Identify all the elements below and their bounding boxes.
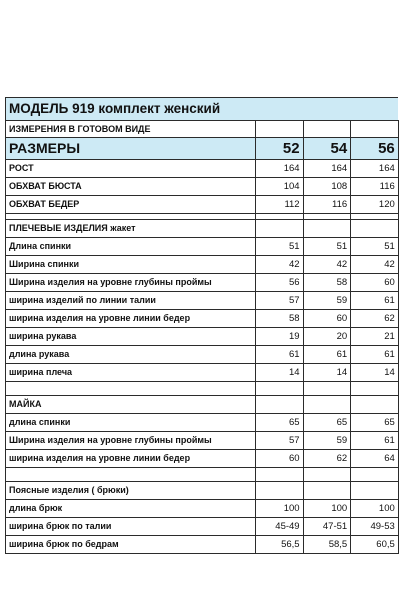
size-header: 52	[256, 138, 304, 160]
measurement-value: 64	[351, 450, 399, 468]
measurement-value: 56	[256, 274, 304, 292]
measurement-value: 61	[351, 432, 399, 450]
measurement-value: 112	[256, 196, 304, 214]
section-heading-jacket: ПЛЕЧЕВЫЕ ИЗДЕЛИЯ жакет	[6, 220, 256, 238]
measurement-value: 57	[256, 432, 304, 450]
measurement-value: 100	[256, 500, 304, 518]
model-title: МОДЕЛЬ 919 комплект женский	[6, 98, 256, 121]
measurement-label: Ширина спинки	[6, 256, 256, 274]
size-chart-table	[5, 97, 399, 554]
measurement-value: 100	[351, 500, 399, 518]
spacer-row	[6, 382, 399, 396]
measurement-value: 45-49	[256, 518, 304, 536]
measurement-sheet	[5, 97, 398, 554]
section-heading-pants: Поясные изделия ( брюки)	[6, 482, 256, 500]
measurement-row	[6, 196, 399, 214]
measurement-label: ширина изделий по линии талии	[6, 292, 256, 310]
measurement-value: 116	[351, 178, 399, 196]
measurement-row	[6, 414, 399, 432]
measurement-label: ОБХВАТ БЮСТА	[6, 178, 256, 196]
measurement-value: 164	[351, 160, 399, 178]
measurement-value: 14	[303, 364, 351, 382]
measurement-value: 51	[351, 238, 399, 256]
measurement-row	[6, 160, 399, 178]
measurement-value: 65	[303, 414, 351, 432]
measurement-row	[6, 450, 399, 468]
measurement-value: 60,5	[351, 536, 399, 554]
measurement-value: 164	[303, 160, 351, 178]
measurement-label: ОБХВАТ БЕДЕР	[6, 196, 256, 214]
measurements-subtitle: ИЗМЕРЕНИЯ В ГОТОВОМ ВИДЕ	[6, 121, 256, 138]
measurement-value: 100	[303, 500, 351, 518]
measurement-value: 61	[351, 346, 399, 364]
measurement-label: Ширина изделия на уровне глубины проймы	[6, 274, 256, 292]
measurement-label: длина спинки	[6, 414, 256, 432]
measurement-value: 120	[351, 196, 399, 214]
subtitle-row	[6, 121, 399, 138]
measurement-row	[6, 310, 399, 328]
sizes-row	[6, 138, 399, 160]
measurement-row	[6, 274, 399, 292]
section-heading-row	[6, 220, 399, 238]
measurement-value: 21	[351, 328, 399, 346]
measurement-row	[6, 364, 399, 382]
measurement-value: 49-53	[351, 518, 399, 536]
measurement-row	[6, 238, 399, 256]
measurement-label: ширина изделия на уровне линии бедер	[6, 450, 256, 468]
measurement-value: 20	[303, 328, 351, 346]
measurement-value: 104	[256, 178, 304, 196]
size-header: 56	[351, 138, 399, 160]
measurement-row	[6, 292, 399, 310]
measurement-value: 60	[303, 310, 351, 328]
measurement-value: 59	[303, 432, 351, 450]
measurement-value: 51	[303, 238, 351, 256]
measurement-value: 59	[303, 292, 351, 310]
measurement-label: ширина изделия на уровне линии бедер	[6, 310, 256, 328]
measurement-value: 42	[256, 256, 304, 274]
measurement-value: 61	[351, 292, 399, 310]
size-header: 54	[303, 138, 351, 160]
measurement-value: 60	[351, 274, 399, 292]
measurement-label: ширина рукава	[6, 328, 256, 346]
measurement-value: 14	[256, 364, 304, 382]
measurement-value: 62	[303, 450, 351, 468]
measurement-value: 47-51	[303, 518, 351, 536]
measurement-row	[6, 328, 399, 346]
measurement-value: 19	[256, 328, 304, 346]
measurement-value: 58	[256, 310, 304, 328]
measurement-row	[6, 536, 399, 554]
measurement-value: 61	[303, 346, 351, 364]
measurement-value: 56,5	[256, 536, 304, 554]
section-heading-row	[6, 396, 399, 414]
measurement-row	[6, 178, 399, 196]
measurement-value: 164	[256, 160, 304, 178]
measurement-label: ширина брюк по талии	[6, 518, 256, 536]
measurement-row	[6, 518, 399, 536]
measurement-value: 116	[303, 196, 351, 214]
measurement-value: 65	[256, 414, 304, 432]
measurement-row	[6, 432, 399, 450]
measurement-value: 42	[351, 256, 399, 274]
sizes-label: РАЗМЕРЫ	[6, 138, 256, 160]
spacer-row	[6, 468, 399, 482]
measurement-label: РОСТ	[6, 160, 256, 178]
section-heading-top: МАЙКА	[6, 396, 256, 414]
measurement-row	[6, 346, 399, 364]
measurement-row	[6, 256, 399, 274]
measurement-value: 58,5	[303, 536, 351, 554]
title-row	[6, 98, 399, 121]
measurement-value: 51	[256, 238, 304, 256]
measurement-value: 57	[256, 292, 304, 310]
measurement-label: Длина спинки	[6, 238, 256, 256]
measurement-label: Ширина изделия на уровне глубины проймы	[6, 432, 256, 450]
measurement-label: ширина плеча	[6, 364, 256, 382]
measurement-value: 62	[351, 310, 399, 328]
measurement-value: 14	[351, 364, 399, 382]
measurement-value: 65	[351, 414, 399, 432]
measurement-value: 58	[303, 274, 351, 292]
measurement-value: 108	[303, 178, 351, 196]
measurement-label: длина брюк	[6, 500, 256, 518]
measurement-label: длина рукава	[6, 346, 256, 364]
measurement-label: ширина брюк по бедрам	[6, 536, 256, 554]
section-heading-row	[6, 482, 399, 500]
measurement-value: 42	[303, 256, 351, 274]
measurement-row	[6, 500, 399, 518]
measurement-value: 61	[256, 346, 304, 364]
measurement-value: 60	[256, 450, 304, 468]
